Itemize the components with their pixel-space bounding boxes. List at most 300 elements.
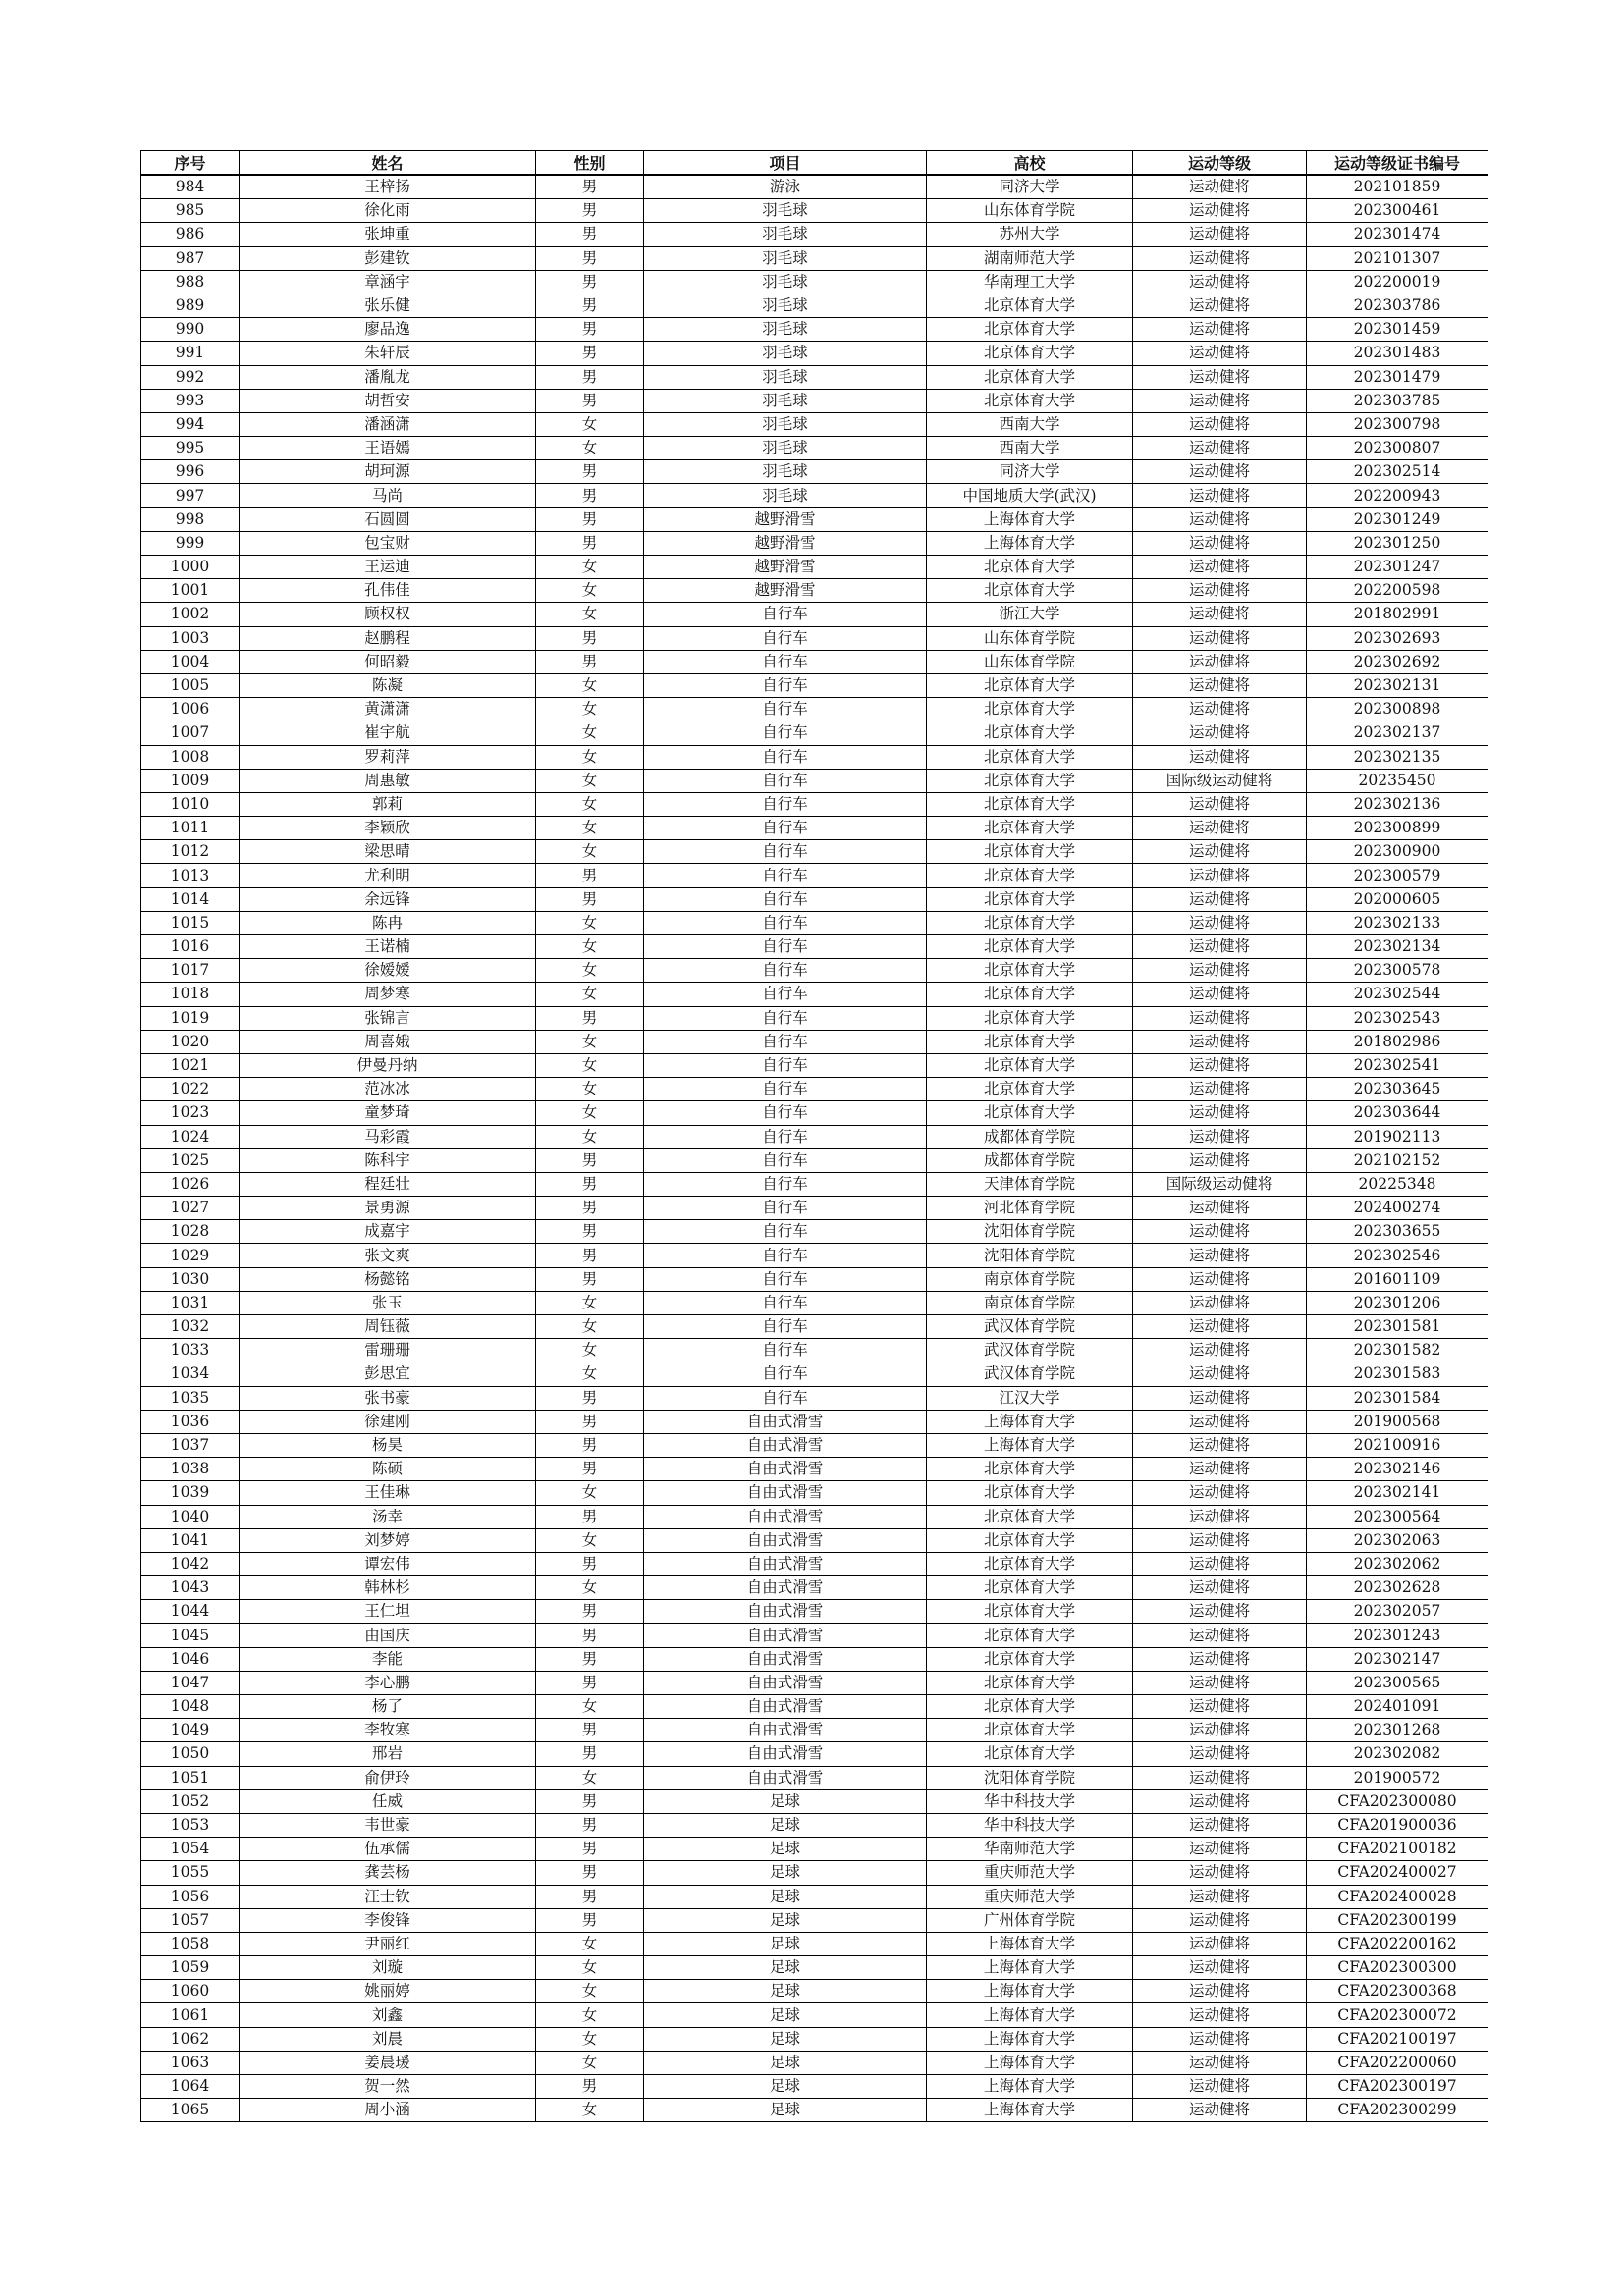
cell-event: 自行车 [644, 1030, 927, 1053]
cell-university: 上海体育大学 [927, 1980, 1133, 2003]
cell-name: 何昭毅 [240, 650, 536, 673]
cell-gender: 女 [536, 911, 644, 934]
cell-university: 西南大学 [927, 412, 1133, 436]
cell-event: 自行车 [644, 1362, 927, 1386]
cell-gender: 男 [536, 1410, 644, 1433]
cell-index: 1043 [141, 1576, 240, 1600]
cell-index: 1016 [141, 935, 240, 959]
cell-level: 运动健将 [1133, 1885, 1307, 1908]
cell-name: 贺一然 [240, 2075, 536, 2099]
cell-event: 自行车 [644, 1339, 927, 1362]
cell-index: 1063 [141, 2051, 240, 2074]
cell-gender: 女 [536, 1362, 644, 1386]
cell-level: 运动健将 [1133, 460, 1307, 484]
table-row [141, 1172, 1488, 1196]
cell-gender: 女 [536, 1078, 644, 1101]
cell-university: 北京体育大学 [927, 1647, 1133, 1671]
cell-certificate: 202100916 [1307, 1433, 1488, 1457]
cell-name: 景勇源 [240, 1197, 536, 1220]
cell-gender: 男 [536, 1006, 644, 1030]
cell-event: 自行车 [644, 1101, 927, 1125]
cell-certificate: 202302134 [1307, 935, 1488, 959]
cell-certificate: CFA202400027 [1307, 1861, 1488, 1885]
cell-university: 北京体育大学 [927, 1671, 1133, 1694]
cell-level: 运动健将 [1133, 246, 1307, 270]
cell-index: 1054 [141, 1838, 240, 1861]
table-row [141, 698, 1488, 721]
cell-index: 1040 [141, 1505, 240, 1528]
cell-index: 1025 [141, 1148, 240, 1172]
cell-event: 羽毛球 [644, 318, 927, 342]
cell-event: 足球 [644, 2051, 927, 2074]
cell-index: 991 [141, 342, 240, 365]
cell-name: 由国庆 [240, 1624, 536, 1647]
table-row [141, 673, 1488, 697]
cell-gender: 男 [536, 1505, 644, 1528]
table-row [141, 1362, 1488, 1386]
cell-index: 985 [141, 199, 240, 223]
table-row [141, 1576, 1488, 1600]
table-header [141, 151, 1488, 176]
cell-event: 自行车 [644, 864, 927, 887]
cell-certificate: 20235450 [1307, 769, 1488, 792]
cell-certificate: 202301581 [1307, 1315, 1488, 1339]
cell-index: 1012 [141, 840, 240, 864]
table-row [141, 1908, 1488, 1932]
cell-name: 梁思晴 [240, 840, 536, 864]
cell-name: 陈硕 [240, 1458, 536, 1481]
cell-university: 南京体育学院 [927, 1267, 1133, 1291]
cell-name: 周梦寒 [240, 983, 536, 1006]
cell-name: 韦世豪 [240, 1813, 536, 1837]
cell-level: 运动健将 [1133, 579, 1307, 603]
cell-name: 周钰薇 [240, 1315, 536, 1339]
table-row [141, 1528, 1488, 1552]
cell-name: 姜晨瑗 [240, 2051, 536, 2074]
table-row [141, 1030, 1488, 1053]
cell-index: 1038 [141, 1458, 240, 1481]
table-row [141, 1481, 1488, 1505]
cell-event: 足球 [644, 1861, 927, 1885]
cell-certificate: 202300807 [1307, 437, 1488, 460]
table-row [141, 603, 1488, 626]
cell-certificate: 202302136 [1307, 792, 1488, 816]
cell-name: 李俊锋 [240, 1908, 536, 1932]
cell-gender: 女 [536, 1766, 644, 1789]
cell-level: 运动健将 [1133, 1267, 1307, 1291]
cell-index: 998 [141, 507, 240, 531]
cell-event: 羽毛球 [644, 342, 927, 365]
cell-level: 运动健将 [1133, 911, 1307, 934]
cell-index: 1060 [141, 1980, 240, 2003]
cell-level: 运动健将 [1133, 1315, 1307, 1339]
cell-gender: 男 [536, 1458, 644, 1481]
cell-certificate: 202301250 [1307, 531, 1488, 555]
cell-gender: 女 [536, 769, 644, 792]
cell-level: 运动健将 [1133, 507, 1307, 531]
cell-index: 993 [141, 389, 240, 412]
cell-event: 自行车 [644, 673, 927, 697]
cell-index: 1061 [141, 2003, 240, 2027]
cell-index: 1057 [141, 1908, 240, 1932]
cell-name: 廖品逸 [240, 318, 536, 342]
table-row [141, 1053, 1488, 1077]
cell-event: 自由式滑雪 [644, 1719, 927, 1742]
cell-certificate: 202302546 [1307, 1244, 1488, 1267]
cell-gender: 女 [536, 412, 644, 436]
cell-level: 运动健将 [1133, 2027, 1307, 2051]
cell-gender: 男 [536, 507, 644, 531]
cell-name: 俞伊玲 [240, 1766, 536, 1789]
cell-certificate: 202300578 [1307, 959, 1488, 983]
cell-gender: 女 [536, 579, 644, 603]
cell-certificate: 201802991 [1307, 603, 1488, 626]
cell-gender: 男 [536, 270, 644, 294]
table-row [141, 983, 1488, 1006]
cell-university: 上海体育大学 [927, 1956, 1133, 1980]
cell-index: 1002 [141, 603, 240, 626]
cell-gender: 女 [536, 2027, 644, 2051]
cell-certificate: 202301243 [1307, 1624, 1488, 1647]
cell-event: 自由式滑雪 [644, 1433, 927, 1457]
cell-certificate: 20225348 [1307, 1172, 1488, 1196]
cell-index: 1000 [141, 556, 240, 579]
table-row [141, 840, 1488, 864]
cell-university: 北京体育大学 [927, 1030, 1133, 1053]
table-row [141, 579, 1488, 603]
table-row [141, 1006, 1488, 1030]
cell-level: 运动健将 [1133, 1647, 1307, 1671]
cell-name: 王佳琳 [240, 1481, 536, 1505]
table-row [141, 1956, 1488, 1980]
header-level: 运动等级 [1133, 151, 1307, 176]
cell-gender: 女 [536, 935, 644, 959]
table-row [141, 1433, 1488, 1457]
table-row [141, 1220, 1488, 1244]
cell-level: 运动健将 [1133, 1481, 1307, 1505]
cell-certificate: 202302543 [1307, 1006, 1488, 1030]
cell-university: 北京体育大学 [927, 1528, 1133, 1552]
cell-gender: 男 [536, 1244, 644, 1267]
cell-certificate: 202302141 [1307, 1481, 1488, 1505]
cell-name: 杨昊 [240, 1433, 536, 1457]
cell-event: 自由式滑雪 [644, 1600, 927, 1624]
cell-index: 1039 [141, 1481, 240, 1505]
table-row [141, 1813, 1488, 1837]
cell-certificate: 202301474 [1307, 223, 1488, 246]
cell-name: 邢岩 [240, 1742, 536, 1766]
cell-certificate: 202200943 [1307, 484, 1488, 507]
cell-university: 北京体育大学 [927, 1576, 1133, 1600]
cell-index: 1010 [141, 792, 240, 816]
cell-event: 越野滑雪 [644, 507, 927, 531]
table-row [141, 911, 1488, 934]
cell-index: 1008 [141, 745, 240, 769]
cell-index: 1041 [141, 1528, 240, 1552]
cell-name: 刘晨 [240, 2027, 536, 2051]
cell-certificate: 202303786 [1307, 294, 1488, 317]
cell-level: 运动健将 [1133, 840, 1307, 864]
cell-event: 自由式滑雪 [644, 1576, 927, 1600]
cell-gender: 男 [536, 1789, 644, 1813]
cell-level: 运动健将 [1133, 1410, 1307, 1433]
cell-university: 北京体育大学 [927, 673, 1133, 697]
cell-university: 北京体育大学 [927, 935, 1133, 959]
table-row [141, 1101, 1488, 1125]
cell-name: 崔宇航 [240, 721, 536, 745]
cell-event: 羽毛球 [644, 484, 927, 507]
cell-event: 自行车 [644, 1220, 927, 1244]
cell-level: 运动健将 [1133, 1362, 1307, 1386]
table-row [141, 1647, 1488, 1671]
cell-name: 张文爽 [240, 1244, 536, 1267]
cell-university: 北京体育大学 [927, 1481, 1133, 1505]
cell-university: 北京体育大学 [927, 745, 1133, 769]
cell-university: 北京体育大学 [927, 840, 1133, 864]
cell-name: 伍承儒 [240, 1838, 536, 1861]
cell-name: 汪士钦 [240, 1885, 536, 1908]
cell-gender: 男 [536, 460, 644, 484]
cell-certificate: 202301247 [1307, 556, 1488, 579]
cell-gender: 男 [536, 1719, 644, 1742]
cell-name: 程廷壮 [240, 1172, 536, 1196]
cell-gender: 女 [536, 1481, 644, 1505]
cell-level: 运动健将 [1133, 1528, 1307, 1552]
cell-name: 王梓扬 [240, 175, 536, 199]
cell-certificate: 201902113 [1307, 1125, 1488, 1148]
cell-certificate: 202303785 [1307, 389, 1488, 412]
table-row [141, 935, 1488, 959]
cell-university: 北京体育大学 [927, 959, 1133, 983]
cell-name: 雷珊珊 [240, 1339, 536, 1362]
cell-name: 章涵宇 [240, 270, 536, 294]
table-row [141, 342, 1488, 365]
cell-name: 刘梦婷 [240, 1528, 536, 1552]
cell-event: 自行车 [644, 1078, 927, 1101]
cell-event: 自由式滑雪 [644, 1671, 927, 1694]
cell-event: 越野滑雪 [644, 579, 927, 603]
cell-gender: 女 [536, 1932, 644, 1955]
cell-event: 游泳 [644, 175, 927, 199]
cell-certificate: 202000605 [1307, 887, 1488, 911]
cell-level: 运动健将 [1133, 2051, 1307, 2074]
table-row [141, 175, 1488, 199]
cell-event: 自由式滑雪 [644, 1695, 927, 1719]
cell-gender: 男 [536, 887, 644, 911]
cell-level: 国际级运动健将 [1133, 769, 1307, 792]
cell-gender: 男 [536, 1813, 644, 1837]
table-row [141, 1458, 1488, 1481]
cell-name: 伊曼丹纳 [240, 1053, 536, 1077]
cell-event: 自由式滑雪 [644, 1624, 927, 1647]
cell-level: 运动健将 [1133, 1291, 1307, 1314]
cell-level: 运动健将 [1133, 1386, 1307, 1410]
cell-university: 北京体育大学 [927, 1006, 1133, 1030]
table-row [141, 817, 1488, 840]
cell-university: 同济大学 [927, 460, 1133, 484]
cell-university: 北京体育大学 [927, 1505, 1133, 1528]
cell-university: 北京体育大学 [927, 556, 1133, 579]
cell-index: 994 [141, 412, 240, 436]
cell-certificate: CFA202400028 [1307, 1885, 1488, 1908]
cell-certificate: 202302063 [1307, 1528, 1488, 1552]
cell-index: 1004 [141, 650, 240, 673]
table-row [141, 1244, 1488, 1267]
cell-name: 王仁坦 [240, 1600, 536, 1624]
cell-index: 1047 [141, 1671, 240, 1694]
table-row [141, 1789, 1488, 1813]
cell-university: 南京体育学院 [927, 1291, 1133, 1314]
cell-university: 中国地质大学(武汉) [927, 484, 1133, 507]
cell-name: 陈凝 [240, 673, 536, 697]
cell-gender: 男 [536, 2075, 644, 2099]
cell-gender: 男 [536, 626, 644, 650]
table-row [141, 246, 1488, 270]
table-row [141, 1505, 1488, 1528]
table-row [141, 1838, 1488, 1861]
cell-name: 龚芸杨 [240, 1861, 536, 1885]
cell-gender: 男 [536, 389, 644, 412]
cell-level: 运动健将 [1133, 626, 1307, 650]
cell-level: 运动健将 [1133, 864, 1307, 887]
cell-event: 足球 [644, 1838, 927, 1861]
cell-name: 潘涵潇 [240, 412, 536, 436]
cell-index: 1055 [141, 1861, 240, 1885]
table-row [141, 1719, 1488, 1742]
cell-certificate: 202302135 [1307, 745, 1488, 769]
cell-name: 郭莉 [240, 792, 536, 816]
cell-university: 西南大学 [927, 437, 1133, 460]
cell-gender: 男 [536, 1742, 644, 1766]
cell-certificate: 202101307 [1307, 246, 1488, 270]
cell-event: 足球 [644, 2075, 927, 2099]
cell-level: 运动健将 [1133, 2003, 1307, 2027]
cell-index: 1011 [141, 817, 240, 840]
cell-name: 张玉 [240, 1291, 536, 1314]
table-row [141, 1291, 1488, 1314]
cell-index: 1046 [141, 1647, 240, 1671]
cell-name: 谭宏伟 [240, 1552, 536, 1575]
cell-index: 1026 [141, 1172, 240, 1196]
cell-event: 自行车 [644, 603, 927, 626]
cell-gender: 男 [536, 365, 644, 389]
cell-certificate: 201900568 [1307, 1410, 1488, 1433]
cell-name: 杨懿铭 [240, 1267, 536, 1291]
cell-index: 1017 [141, 959, 240, 983]
table-row [141, 864, 1488, 887]
cell-event: 自行车 [644, 1125, 927, 1148]
cell-gender: 女 [536, 959, 644, 983]
cell-level: 运动健将 [1133, 817, 1307, 840]
cell-name: 韩林杉 [240, 1576, 536, 1600]
cell-event: 足球 [644, 1789, 927, 1813]
cell-level: 运动健将 [1133, 175, 1307, 199]
cell-index: 992 [141, 365, 240, 389]
cell-certificate: CFA202300072 [1307, 2003, 1488, 2027]
cell-level: 运动健将 [1133, 1125, 1307, 1148]
cell-certificate: 202301479 [1307, 365, 1488, 389]
cell-gender: 男 [536, 531, 644, 555]
table-row [141, 1315, 1488, 1339]
cell-university: 沈阳体育学院 [927, 1766, 1133, 1789]
table-row [141, 650, 1488, 673]
cell-event: 自行车 [644, 626, 927, 650]
cell-level: 运动健将 [1133, 1433, 1307, 1457]
cell-event: 自行车 [644, 1053, 927, 1077]
cell-event: 自由式滑雪 [644, 1742, 927, 1766]
cell-university: 北京体育大学 [927, 864, 1133, 887]
cell-certificate: 202302137 [1307, 721, 1488, 745]
table-row [141, 507, 1488, 531]
cell-university: 上海体育大学 [927, 531, 1133, 555]
cell-certificate: CFA202300299 [1307, 2099, 1488, 2122]
cell-university: 江汉大学 [927, 1386, 1133, 1410]
cell-level: 运动健将 [1133, 1789, 1307, 1813]
cell-level: 运动健将 [1133, 1101, 1307, 1125]
table-row [141, 1624, 1488, 1647]
athlete-roster-table [140, 150, 1488, 2122]
cell-event: 足球 [644, 2099, 927, 2122]
cell-level: 运动健将 [1133, 983, 1307, 1006]
cell-gender: 女 [536, 673, 644, 697]
cell-level: 运动健将 [1133, 484, 1307, 507]
cell-name: 王运迪 [240, 556, 536, 579]
cell-certificate: 202200598 [1307, 579, 1488, 603]
cell-gender: 女 [536, 1101, 644, 1125]
header-row [141, 151, 1488, 176]
cell-certificate: 202301249 [1307, 507, 1488, 531]
cell-index: 987 [141, 246, 240, 270]
cell-certificate: CFA202300199 [1307, 1908, 1488, 1932]
cell-index: 1064 [141, 2075, 240, 2099]
cell-name: 余远锋 [240, 887, 536, 911]
cell-index: 997 [141, 484, 240, 507]
cell-name: 徐化雨 [240, 199, 536, 223]
cell-university: 上海体育大学 [927, 2051, 1133, 2074]
cell-event: 自由式滑雪 [644, 1410, 927, 1433]
cell-certificate: 202300579 [1307, 864, 1488, 887]
cell-gender: 女 [536, 2003, 644, 2027]
table-row [141, 1339, 1488, 1362]
cell-index: 986 [141, 223, 240, 246]
cell-event: 自行车 [644, 1148, 927, 1172]
cell-name: 陈冉 [240, 911, 536, 934]
table-row [141, 887, 1488, 911]
cell-gender: 男 [536, 1267, 644, 1291]
cell-event: 羽毛球 [644, 437, 927, 460]
cell-index: 1062 [141, 2027, 240, 2051]
cell-name: 张乐健 [240, 294, 536, 317]
cell-name: 张坤重 [240, 223, 536, 246]
cell-index: 1031 [141, 1291, 240, 1314]
cell-level: 运动健将 [1133, 1006, 1307, 1030]
cell-level: 运动健将 [1133, 556, 1307, 579]
cell-certificate: 202303655 [1307, 1220, 1488, 1244]
table-row [141, 626, 1488, 650]
cell-index: 995 [141, 437, 240, 460]
athlete-roster-page [140, 150, 1488, 2122]
cell-event: 自由式滑雪 [644, 1481, 927, 1505]
cell-event: 自行车 [644, 1172, 927, 1196]
cell-gender: 女 [536, 1956, 644, 1980]
table-row [141, 721, 1488, 745]
cell-gender: 男 [536, 1433, 644, 1457]
cell-index: 1058 [141, 1932, 240, 1955]
cell-name: 杨了 [240, 1695, 536, 1719]
cell-gender: 男 [536, 864, 644, 887]
cell-university: 北京体育大学 [927, 1078, 1133, 1101]
header-index: 序号 [141, 151, 240, 176]
